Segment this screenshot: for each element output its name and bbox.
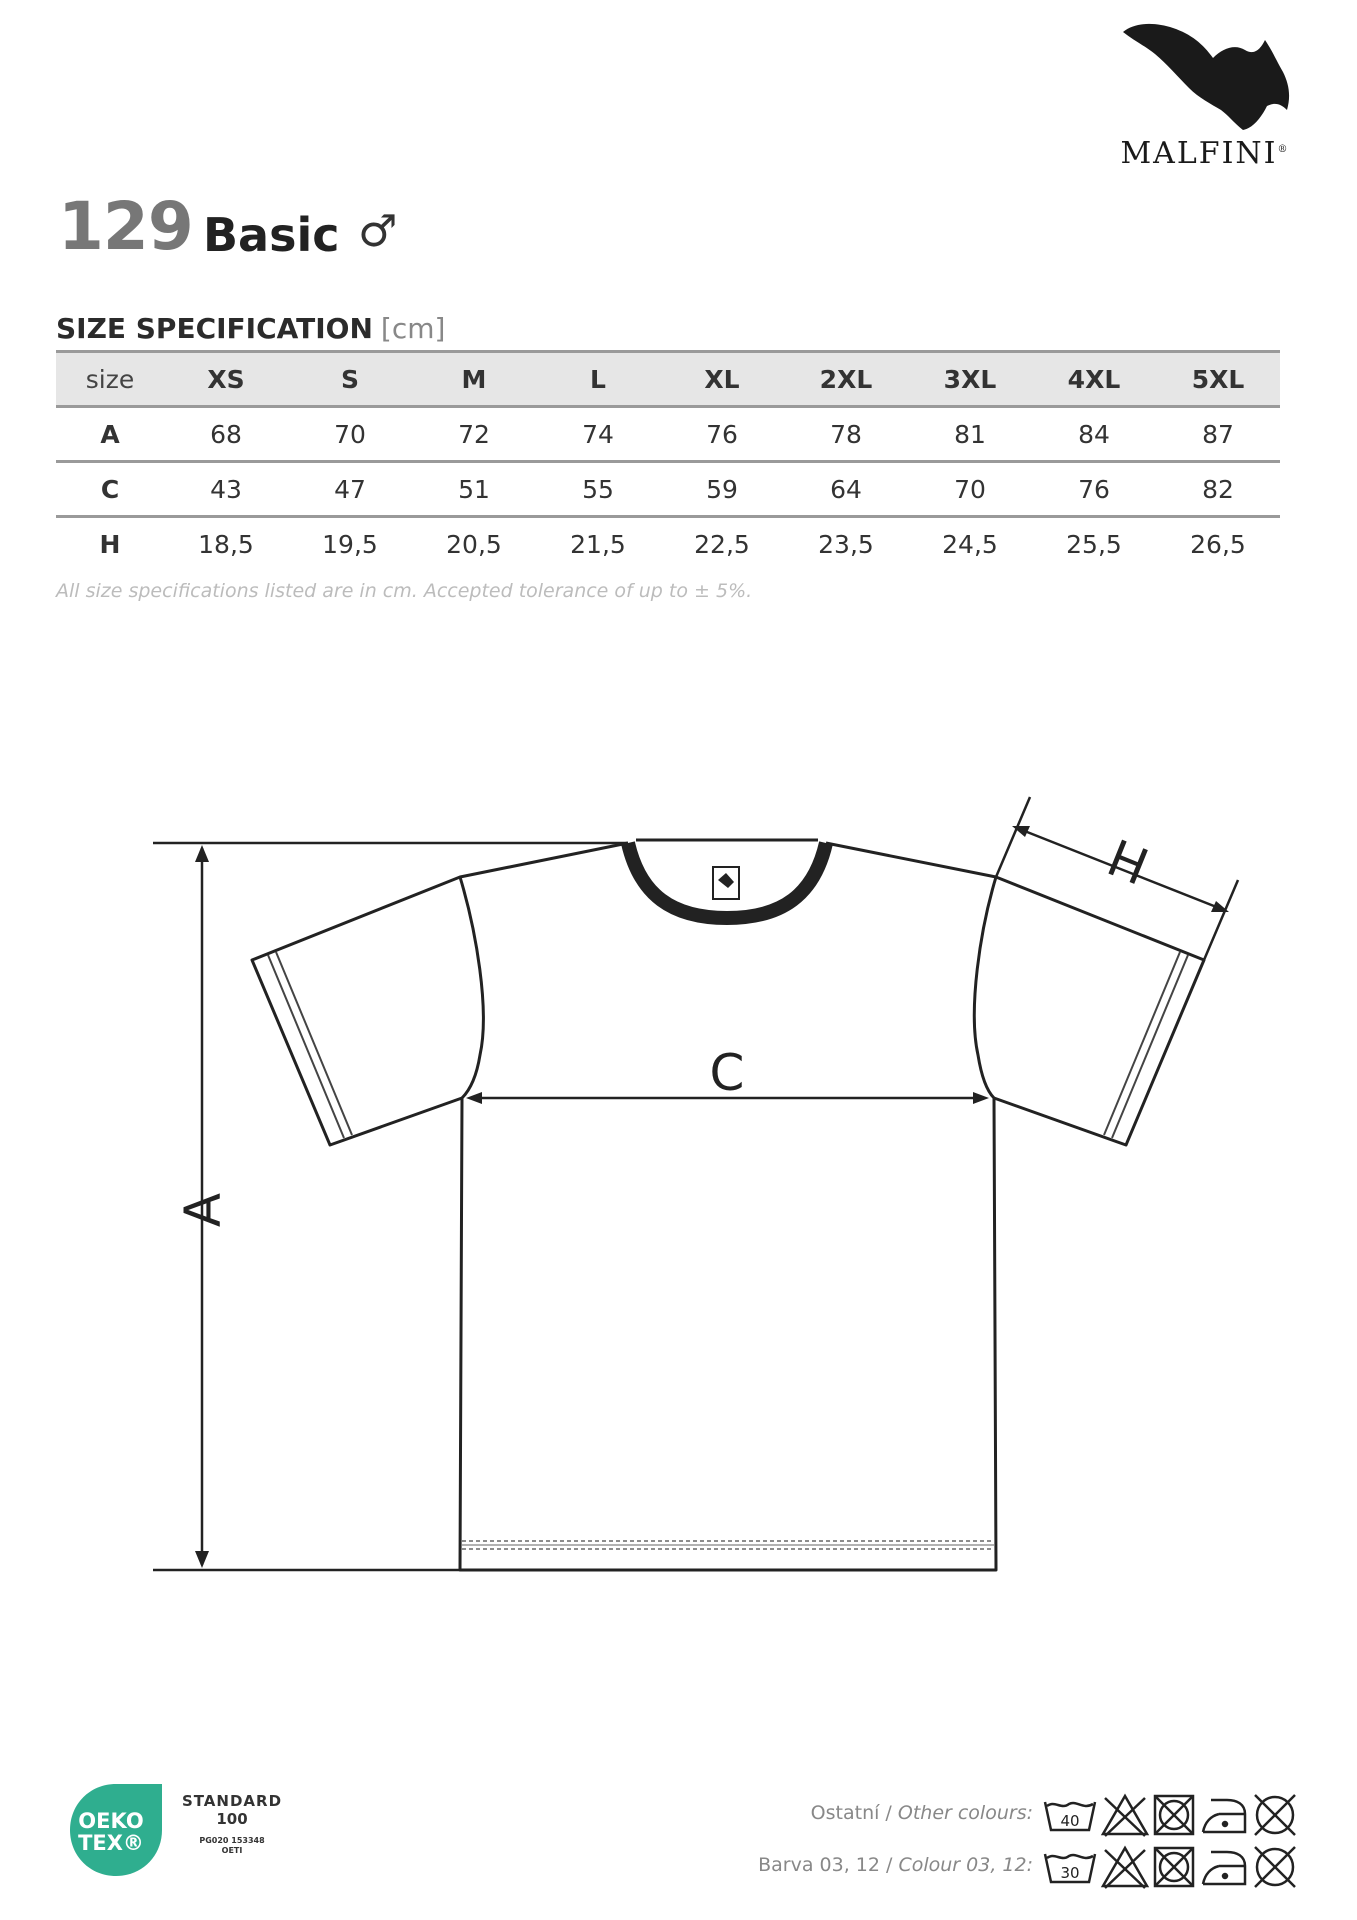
table-cell: 70 [334, 419, 366, 449]
table-cell: 47 [334, 474, 366, 504]
care-label: Barva 03, 12 / Colour 03, 12: [758, 1854, 1033, 1876]
no-dry-clean-icon [1255, 1795, 1295, 1835]
no-bleach-icon [1103, 1848, 1147, 1888]
svg-text:40: 40 [1060, 1812, 1080, 1830]
size-header-cell: 2XL [819, 364, 873, 394]
care-icons [1041, 1790, 1301, 1840]
size-header-cell: S [340, 364, 359, 394]
row-label: C [100, 474, 120, 504]
table-cell: 18,5 [198, 529, 254, 559]
size-header-label: size [85, 364, 135, 394]
table-cell: 74 [582, 419, 614, 449]
spec-unit: [cm] [380, 312, 446, 345]
table-cell: 55 [582, 474, 614, 504]
table-cell: 25,5 [1066, 529, 1122, 559]
table-cell: 84 [1078, 419, 1110, 449]
row-label: A [100, 419, 120, 449]
table-cell: 24,5 [942, 529, 998, 559]
size-header-cell: 3XL [943, 364, 997, 394]
iron-low-icon [1203, 1852, 1245, 1884]
male-symbol-icon: ♂ [358, 206, 398, 257]
table-cell: 22,5 [694, 529, 750, 559]
row-label: H [99, 529, 121, 559]
eagle-icon [1115, 18, 1295, 133]
care-icons [1041, 1842, 1301, 1892]
size-header-cell: XL [704, 364, 740, 394]
measure-a-label: A [174, 1192, 232, 1228]
no-tumble-dry-icon [1155, 1848, 1193, 1886]
iron-low-icon [1203, 1800, 1245, 1832]
table-cell: 76 [706, 419, 738, 449]
table-row [56, 517, 1280, 571]
size-table [56, 350, 1280, 570]
oeko-tex-text: OEKO TEX® [78, 1809, 144, 1855]
oeko-tex-badge [66, 1780, 166, 1880]
table-cell: 19,5 [322, 529, 378, 559]
table-cell: 70 [954, 474, 986, 504]
brand-name: MALFINI® [1120, 136, 1290, 171]
measure-h-label: H [1099, 828, 1156, 897]
care-row-colour-03-12 [581, 1842, 1301, 1892]
table-cell: 82 [1202, 474, 1234, 504]
no-tumble-dry-icon [1155, 1796, 1193, 1834]
table-cell: 21,5 [570, 529, 626, 559]
spec-heading [56, 312, 445, 345]
size-header-cell: 5XL [1191, 364, 1245, 394]
no-bleach-icon [1103, 1796, 1147, 1836]
brand-logo [1095, 18, 1315, 171]
svg-text:30: 30 [1060, 1864, 1080, 1882]
size-header-row [56, 352, 1280, 407]
tolerance-note: All size specifications listed are in cm. Accepted tolerance of up to ± 5%. [56, 580, 753, 602]
size-header-cell: L [590, 364, 606, 394]
table-cell: 20,5 [446, 529, 502, 559]
table-cell: 51 [458, 474, 490, 504]
size-header-cell: M [461, 364, 487, 394]
care-label: Ostatní / Other colours: [810, 1802, 1033, 1824]
table-cell: 59 [706, 474, 738, 504]
table-cell: 78 [830, 419, 862, 449]
product-number: 129 [58, 188, 193, 265]
no-dry-clean-icon [1255, 1847, 1295, 1887]
standard-100-label: STANDARD 100 PG020 153348 OETI [172, 1792, 292, 1856]
size-header-cell: 4XL [1067, 364, 1121, 394]
table-row [56, 462, 1280, 517]
care-row-other-colours [581, 1790, 1301, 1840]
table-cell: 26,5 [1190, 529, 1246, 559]
measure-c-label: C [709, 1044, 745, 1102]
table-cell: 23,5 [818, 529, 874, 559]
tshirt-diagram [0, 770, 1357, 1590]
table-cell: 76 [1078, 474, 1110, 504]
certificate-code: PG020 153348 OETI [199, 1836, 265, 1855]
spec-heading-text: SIZE SPECIFICATION [56, 312, 373, 345]
table-cell: 64 [830, 474, 862, 504]
size-header-cell: XS [207, 364, 245, 394]
table-cell: 68 [210, 419, 242, 449]
table-row [56, 407, 1280, 462]
table-cell: 87 [1202, 419, 1234, 449]
table-cell: 81 [954, 419, 986, 449]
table-cell: 72 [458, 419, 490, 449]
table-cell: 43 [210, 474, 242, 504]
tshirt-outline [252, 843, 1204, 1570]
product-name: Basic [203, 208, 340, 262]
